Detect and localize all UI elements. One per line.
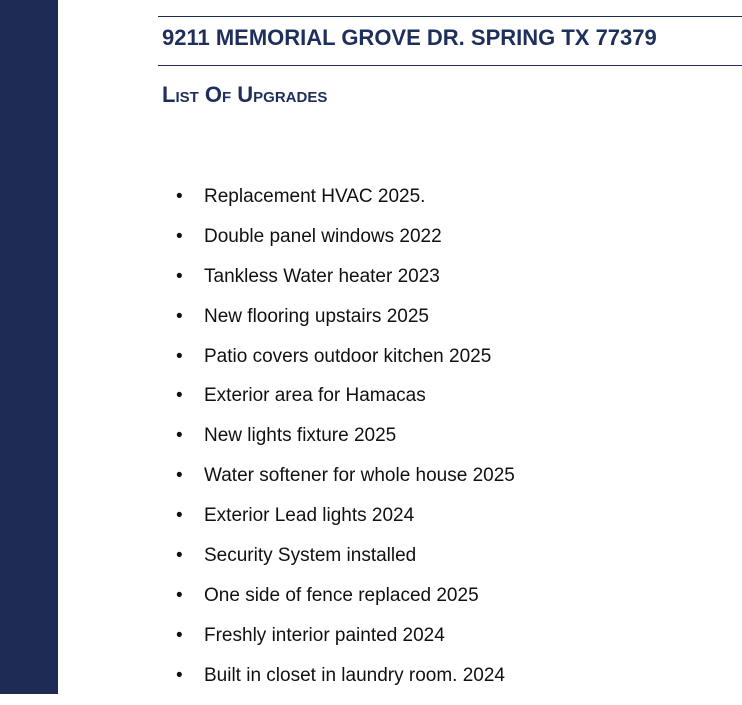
upgrade-text: Exterior Lead lights 2024	[204, 505, 415, 527]
bullet-icon: •	[176, 425, 183, 447]
bullet-icon: •	[176, 385, 183, 407]
bullet-icon: •	[176, 545, 183, 567]
list-item	[176, 425, 515, 465]
upgrade-text: Patio covers outdoor kitchen 2025	[204, 345, 492, 367]
upgrade-text: Exterior area for Hamacas	[204, 385, 426, 407]
upgrade-text: Water softener for whole house 2025	[204, 465, 515, 487]
header-bottom-rule	[158, 65, 742, 66]
bullet-icon: •	[176, 505, 183, 527]
upgrade-text: Security System installed	[204, 545, 417, 567]
upgrades-heading: List Of Upgrades	[162, 82, 328, 107]
left-sidebar-band	[0, 0, 58, 694]
upgrades-list	[176, 186, 515, 705]
list-item	[176, 625, 515, 665]
upgrade-text: New lights fixture 2025	[204, 425, 397, 447]
bullet-icon: •	[176, 305, 183, 327]
bullet-icon: •	[176, 624, 183, 646]
list-item	[176, 585, 515, 625]
list-item	[176, 385, 515, 425]
list-item	[176, 266, 515, 306]
list-item	[176, 505, 515, 545]
property-address: 9211 MEMORIAL GROVE DR. SPRING TX 77379	[162, 25, 657, 50]
bullet-icon: •	[176, 225, 183, 247]
upgrade-text: One side of fence replaced 2025	[204, 584, 479, 606]
upgrade-text: New flooring upstairs 2025	[204, 305, 429, 327]
list-item	[176, 186, 515, 226]
upgrade-text: Freshly interior painted 2024	[204, 624, 445, 646]
bullet-icon: •	[176, 664, 183, 686]
bullet-icon: •	[176, 584, 183, 606]
bullet-icon: •	[176, 186, 183, 207]
upgrade-text: Double panel windows 2022	[204, 225, 442, 247]
upgrade-text: Replacement HVAC 2025.	[204, 186, 426, 207]
upgrade-text: Tankless Water heater 2023	[204, 265, 440, 287]
bullet-icon: •	[176, 265, 183, 287]
list-item	[176, 306, 515, 346]
list-item	[176, 465, 515, 505]
list-item	[176, 665, 515, 705]
list-item	[176, 226, 515, 266]
bullet-icon: •	[176, 465, 183, 487]
list-item	[176, 545, 515, 585]
upgrade-text: Built in closet in laundry room. 2024	[204, 664, 505, 686]
list-item	[176, 346, 515, 386]
bullet-icon: •	[176, 345, 183, 367]
header-top-rule	[158, 16, 742, 17]
